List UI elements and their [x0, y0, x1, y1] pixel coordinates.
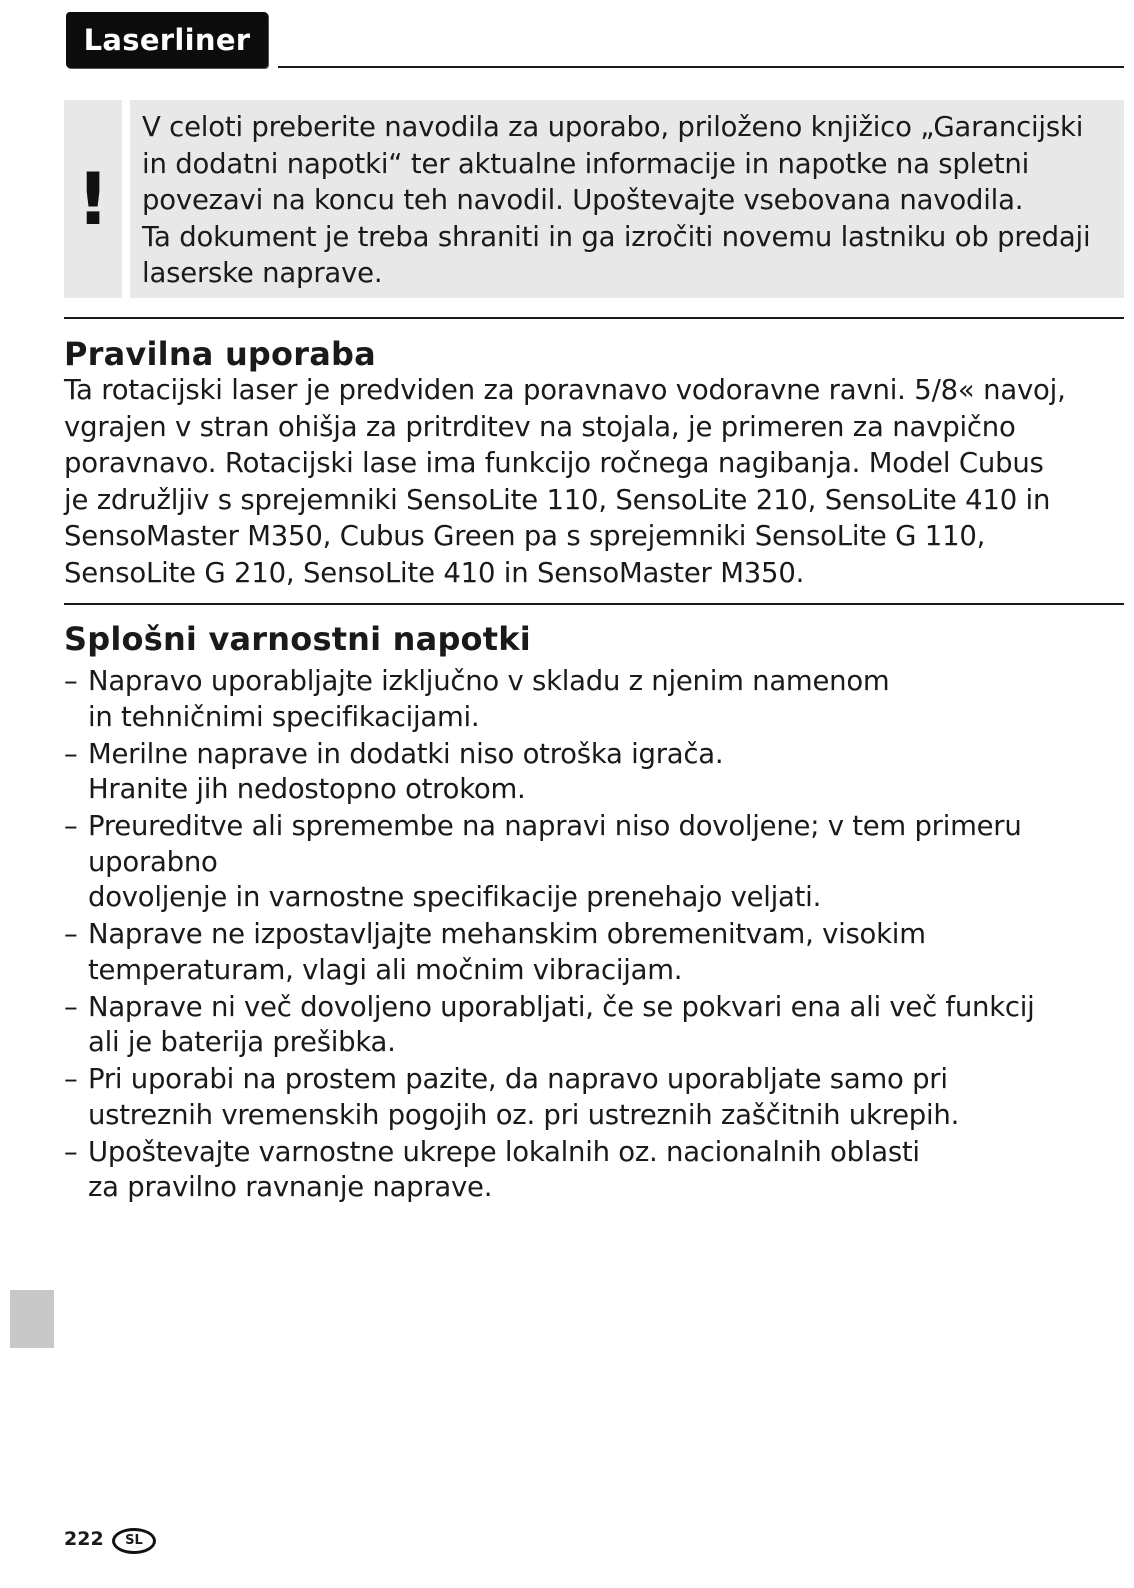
dash-bullet: –: [64, 737, 78, 770]
section-divider: [64, 603, 1124, 605]
warning-exclamation-icon: !: [64, 100, 122, 298]
list-item: [64, 1135, 1126, 1206]
list-item: [64, 809, 1126, 916]
list-item: [64, 664, 1126, 735]
list-item-text: Naprave ne izpostavljajte mehanskim obremenitvam, visokim temperaturam, vlagi ali močnim vibracijam.: [88, 918, 926, 986]
list-item-text: Preureditve ali spremembe na napravi niso dovoljene; v tem primeru uporabno dovoljenje in varnostne specifikacije prenehajo veljati.: [88, 810, 1022, 913]
language-badge: SL: [112, 1528, 156, 1554]
intended-use-paragraph: Ta rotacijski laser je predviden za poravnavo vodoravne ravni. 5/8« navoj, vgrajen v stran ohišja za pritrditev na stojala, je primeren za navpično poravnavo. Rotacijski lase ima funkcijo ročnega nagibanja. Model Cubus je združljiv s sprejemniki SensoLite 110, SensoLite 210, SensoLite 410 in SensoMaster M350, Cubus Green pa s sprejemniki SensoLite G 110, SensoLite G 210, SensoLite 410 in SensoMaster M350.: [64, 374, 1066, 589]
notice-box: [130, 100, 1124, 298]
list-item-text: Naprave ni več dovoljeno uporabljati, če se pokvari ena ali več funkcij ali je baterija prešibka.: [88, 990, 1035, 1058]
page-number: 222: [64, 1528, 104, 1550]
list-item-text: Merilne naprave in dodatki niso otroška igrača. Hranite jih nedostopno otrokom.: [88, 737, 724, 805]
dash-bullet: –: [64, 918, 78, 950]
list-item: [64, 1062, 1126, 1133]
brand-logo: Laserliner: [66, 12, 268, 68]
safety-list: [64, 664, 1126, 1207]
dash-bullet: –: [64, 665, 78, 697]
section-heading-intended-use: Pravilna uporaba: [64, 335, 376, 373]
section-divider: [64, 317, 1124, 319]
list-item: [64, 917, 1126, 988]
dash-bullet: –: [64, 810, 78, 842]
header-divider: [278, 66, 1124, 68]
dash-bullet: –: [64, 1135, 78, 1168]
list-item: [64, 990, 1126, 1061]
list-item-text: Pri uporabi na prostem pazite, da napravo uporabljate samo pri ustreznih vremenskih pogojih oz. pri ustreznih zaščitnih ukrepih.: [88, 1063, 960, 1131]
list-item-text: Upoštevajte varnostne ukrepe lokalnih oz. nacionalnih oblasti za pravilno ravnanje naprave.: [88, 1135, 920, 1203]
list-item-text: Napravo uporabljajte izključno v skladu z njenim namenom in tehničnimi specifikacijami.: [88, 665, 890, 733]
language-side-tab: [10, 1290, 54, 1348]
section-heading-safety: Splošni varnostni napotki: [64, 620, 531, 658]
notice-text: V celoti preberite navodila za uporabo, priloženo knjižico „Garancijski in dodatni napotki“ ter aktualne informacije in napotke na spletni povezavi na koncu teh navodil. Upoštevajte vsebovana navodila. Ta dokument je treba shraniti in ga izročiti novemu lastniku ob predaji laserske naprave.: [142, 111, 1091, 289]
dash-bullet: –: [64, 990, 78, 1023]
list-item: [64, 737, 1126, 808]
dash-bullet: –: [64, 1063, 78, 1095]
